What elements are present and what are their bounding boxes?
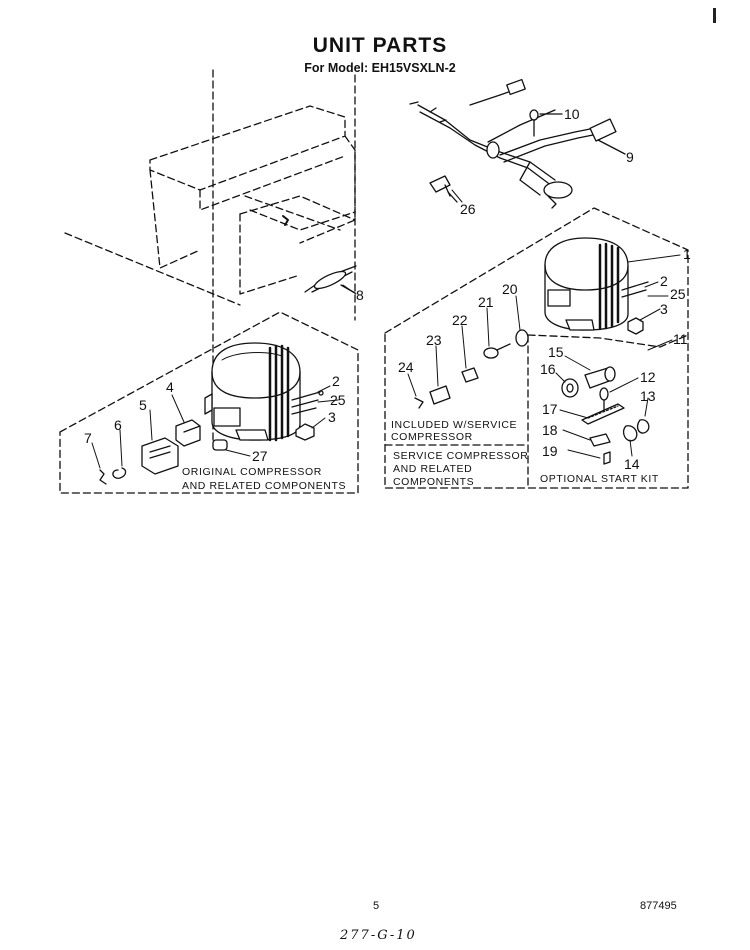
service-label-line2: AND RELATED <box>393 463 473 475</box>
callout-12: 12 <box>640 369 656 385</box>
callout-27: 27 <box>252 448 268 464</box>
callout-25-original: 25 <box>330 392 346 408</box>
clip-part-6 <box>113 468 126 478</box>
part-code: 877495 <box>640 900 677 912</box>
grommet-part-27 <box>213 440 227 450</box>
service-compressor <box>545 238 648 330</box>
original-label-line1: ORIGINAL COMPRESSOR <box>182 466 322 478</box>
callout-18: 18 <box>542 422 558 438</box>
wire-part-7 <box>100 470 106 484</box>
included-label-line1: INCLUDED W/SERVICE <box>391 419 518 431</box>
callout-2-original: 2 <box>332 373 340 389</box>
callout-3-original: 3 <box>328 409 336 425</box>
original-compressor <box>205 343 323 440</box>
callout-22: 22 <box>452 312 468 328</box>
callout-10: 10 <box>564 106 580 122</box>
relay-part-14 <box>624 426 637 441</box>
callout-3-service: 3 <box>660 301 668 317</box>
included-label-line2: COMPRESSOR <box>391 431 473 443</box>
page-title: UNIT PARTS <box>312 34 448 57</box>
plate-part-18 <box>590 434 610 446</box>
callout-13: 13 <box>640 388 656 404</box>
relay-part-22 <box>462 368 478 382</box>
callout-15: 15 <box>548 344 564 360</box>
model-subtitle: For Model: EH15VSXLN-2 <box>304 61 456 75</box>
callout-4: 4 <box>166 379 174 395</box>
bracket-part-26 <box>430 176 457 202</box>
callout-8: 8 <box>356 287 364 303</box>
leader-9 <box>598 140 625 154</box>
callout-19: 19 <box>542 443 558 459</box>
grommet-part-21 <box>484 344 510 358</box>
callout-7: 7 <box>84 430 92 446</box>
handwritten-note: 277-G-10 <box>340 928 417 943</box>
callout-11: 11 <box>673 331 688 347</box>
start-kit-label: OPTIONAL START KIT <box>540 473 659 485</box>
overload-part-5 <box>142 438 178 474</box>
callout-24: 24 <box>398 359 414 375</box>
callout-20: 20 <box>502 281 518 297</box>
overload-part-23 <box>430 386 450 404</box>
callout-26: 26 <box>460 201 476 217</box>
clip-part-13 <box>638 420 649 433</box>
clip-part-24 <box>415 398 423 408</box>
callout-6: 6 <box>114 417 122 433</box>
callout-23: 23 <box>426 332 442 348</box>
page-number: 5 <box>373 900 380 912</box>
callout-2-service: 2 <box>660 273 668 289</box>
nut-part-3-service <box>628 318 643 334</box>
callout-1: 1 <box>683 246 691 262</box>
service-label-line1: SERVICE COMPRESSOR <box>393 450 529 462</box>
callout-9: 9 <box>626 149 634 165</box>
callout-21: 21 <box>478 294 494 310</box>
terminal-part-20 <box>516 330 528 346</box>
service-compressor-box <box>385 208 688 488</box>
callout-14: 14 <box>624 456 640 472</box>
callout-17: 17 <box>542 401 558 417</box>
callout-16: 16 <box>540 361 556 377</box>
cabinet-outline <box>65 70 355 440</box>
callout-5: 5 <box>139 397 147 413</box>
relay-part-4 <box>176 420 200 446</box>
original-label-line2: AND RELATED COMPONENTS <box>182 480 347 492</box>
service-label-line3: COMPONENTS <box>393 476 475 488</box>
callout-25-service: 25 <box>670 286 686 302</box>
strap-part-17 <box>582 404 624 424</box>
screw-part-19 <box>604 452 610 464</box>
